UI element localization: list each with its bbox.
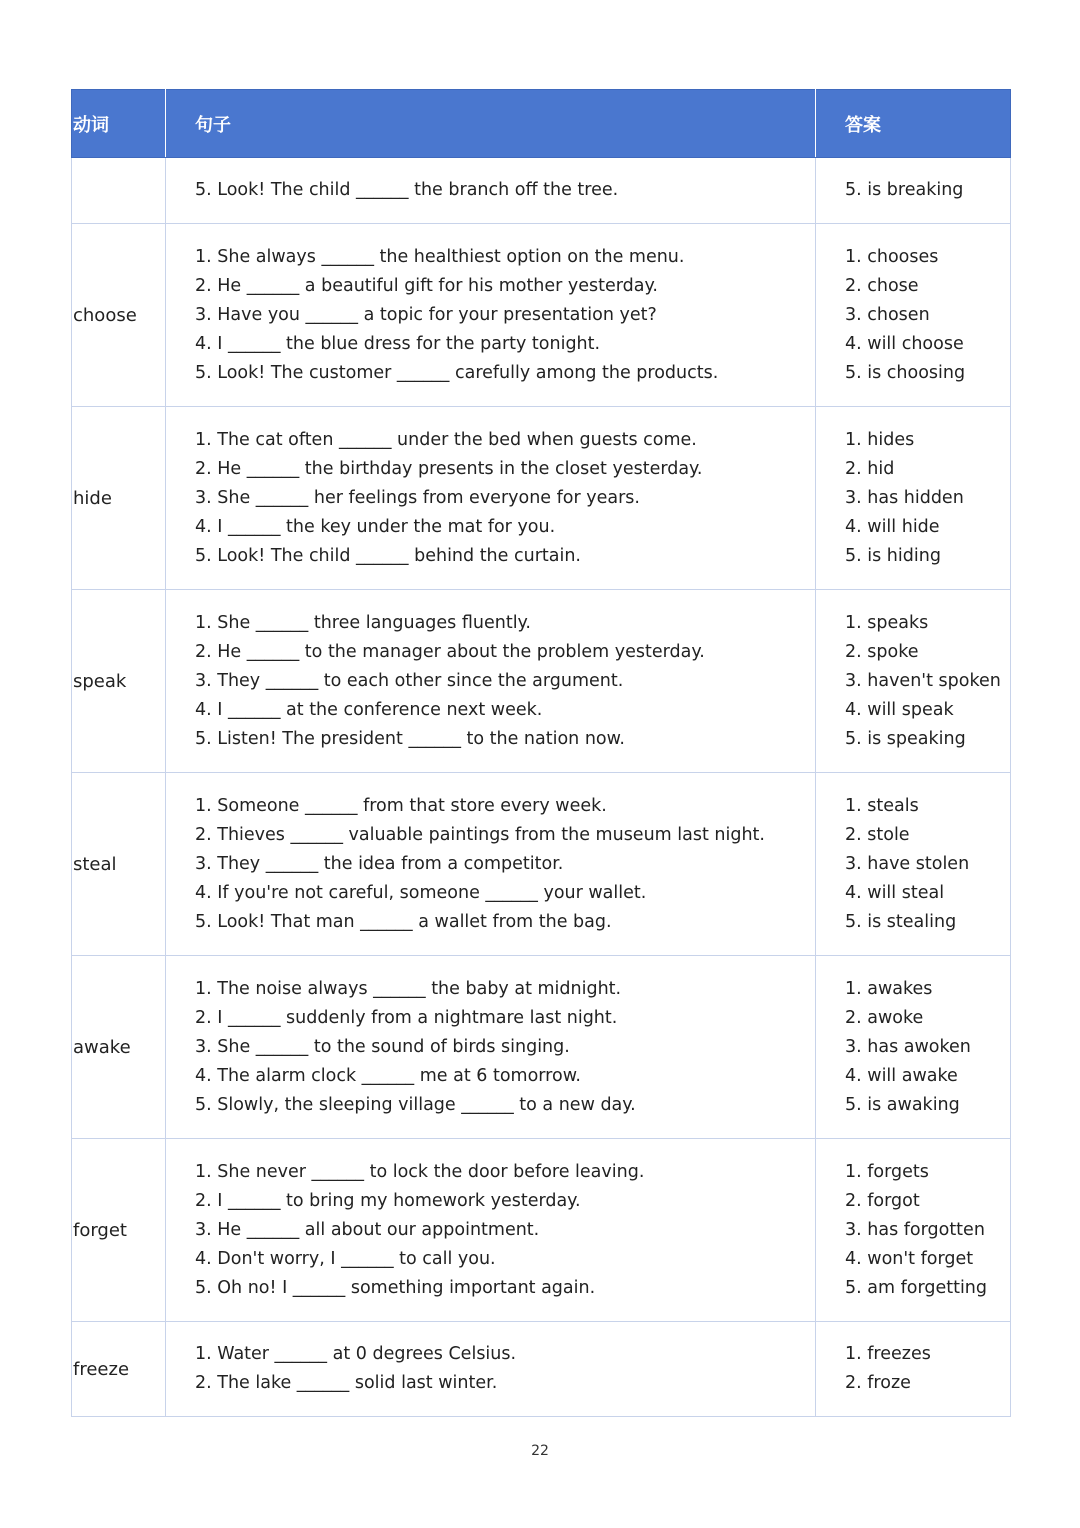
- table-row: [72, 1139, 1011, 1322]
- answer-line: 2. awoke: [845, 1007, 924, 1028]
- answer-line: 3. haven't spoken: [845, 670, 1001, 691]
- answer-line: 1. speaks: [845, 612, 929, 633]
- answer-line: 4. won't forget: [845, 1248, 974, 1269]
- sentence-cell: [166, 407, 816, 590]
- answer-line: 5. is speaking: [845, 728, 966, 749]
- answer-cell: [816, 158, 1011, 224]
- sentence-line: 4. I ______ the blue dress for the party tonight.: [195, 333, 601, 354]
- sentence-line: 3. They ______ the idea from a competitor.: [195, 853, 564, 874]
- answer-line: 3. has hidden: [845, 487, 964, 508]
- answer-cell: [816, 407, 1011, 590]
- sentence-line: 5. Look! That man ______ a wallet from the bag.: [195, 911, 612, 932]
- answer-line: 5. is breaking: [845, 180, 964, 200]
- table-row: [72, 1322, 1011, 1417]
- sentence-line: 4. If you're not careful, someone ______ your wallet.: [195, 882, 647, 903]
- sentence-line: 1. She ______ three languages fluently.: [195, 612, 531, 633]
- sentence-line: 5. Look! The child ______ the branch off the tree.: [195, 180, 619, 200]
- sentence-line: 1. She never ______ to lock the door before leaving.: [195, 1161, 645, 1182]
- sentence-line: 5. Look! The child ______ behind the curtain.: [195, 545, 581, 566]
- sentence-line: 3. She ______ her feelings from everyone for years.: [195, 487, 640, 508]
- verb-cell: choose: [72, 224, 166, 407]
- sentence-cell: [166, 590, 816, 773]
- sentence-line: 2. He ______ to the manager about the problem yesterday.: [195, 641, 705, 662]
- sentence-line: 5. Listen! The president ______ to the nation now.: [195, 728, 625, 749]
- sentence-line: 4. I ______ the key under the mat for you.: [195, 516, 556, 537]
- answer-line: 2. chose: [845, 275, 919, 296]
- answer-line: 2. stole: [845, 824, 910, 845]
- answer-line: 3. chosen: [845, 304, 930, 325]
- answer-line: 4. will speak: [845, 699, 954, 720]
- answer-line: 1. chooses: [845, 246, 939, 267]
- sentence-line: 3. He ______ all about our appointment.: [195, 1219, 540, 1240]
- answer-line: 2. hid: [845, 458, 895, 479]
- answer-line: 1. awakes: [845, 978, 933, 999]
- sentence-line: 3. She ______ to the sound of birds singing.: [195, 1036, 570, 1057]
- answer-line: 1. forgets: [845, 1161, 929, 1182]
- sentence-line: 4. The alarm clock ______ me at 6 tomorrow.: [195, 1065, 581, 1086]
- table-row: [72, 407, 1011, 590]
- sentence-line: 2. He ______ the birthday presents in the closet yesterday.: [195, 458, 703, 479]
- sentence-cell: [166, 956, 816, 1139]
- answer-cell: [816, 1139, 1011, 1322]
- verb-cell: awake: [72, 956, 166, 1139]
- verb-cell: forget: [72, 1139, 166, 1322]
- table-row: [72, 590, 1011, 773]
- header-sentence: 句子: [166, 90, 816, 158]
- answer-line: 4. will hide: [845, 516, 940, 537]
- answer-line: 2. forgot: [845, 1190, 920, 1211]
- answer-line: 1. freezes: [845, 1344, 931, 1364]
- sentence-line: 5. Oh no! I ______ something important again.: [195, 1277, 596, 1298]
- answer-line: 5. is hiding: [845, 545, 941, 566]
- sentence-line: 4. I ______ at the conference next week.: [195, 699, 543, 720]
- sentence-line: 5. Slowly, the sleeping village ______ to a new day.: [195, 1094, 636, 1115]
- table-row: [72, 158, 1011, 224]
- answer-cell: [816, 1322, 1011, 1417]
- answer-line: 5. am forgetting: [845, 1277, 988, 1298]
- table-header-row: [72, 90, 1011, 158]
- sentence-line: 1. The cat often ______ under the bed when guests come.: [195, 429, 697, 450]
- sentence-cell: [166, 1322, 816, 1417]
- sentence-line: 1. She always ______ the healthiest option on the menu.: [195, 246, 685, 267]
- sentence-line: 3. They ______ to each other since the argument.: [195, 670, 624, 691]
- answer-line: 3. have stolen: [845, 853, 970, 874]
- answer-line: 4. will steal: [845, 882, 945, 903]
- answer-line: 3. has forgotten: [845, 1219, 985, 1240]
- answer-line: 2. spoke: [845, 641, 919, 662]
- answer-line: 3. has awoken: [845, 1036, 971, 1057]
- table-body: [72, 158, 1011, 1417]
- sentence-line: 4. Don't worry, I ______ to call you.: [195, 1248, 496, 1269]
- sentence-line: 2. I ______ to bring my homework yesterday.: [195, 1190, 581, 1211]
- table-row: [72, 224, 1011, 407]
- sentence-cell: [166, 224, 816, 407]
- sentence-line: 2. He ______ a beautiful gift for his mother yesterday.: [195, 275, 658, 296]
- verb-exercise-table: [71, 89, 1011, 1417]
- verb-cell: freeze: [72, 1322, 166, 1417]
- verb-cell: [72, 158, 166, 224]
- answer-cell: [816, 590, 1011, 773]
- answer-line: 4. will choose: [845, 333, 964, 354]
- sentence-line: 1. The noise always ______ the baby at midnight.: [195, 978, 622, 999]
- answer-line: 2. froze: [845, 1373, 911, 1393]
- sentence-line: 2. The lake ______ solid last winter.: [195, 1373, 498, 1393]
- answer-cell: [816, 956, 1011, 1139]
- sentence-line: 2. Thieves ______ valuable paintings from the museum last night.: [195, 824, 765, 845]
- sentence-cell: [166, 158, 816, 224]
- sentence-cell: [166, 773, 816, 956]
- sentence-line: 3. Have you ______ a topic for your presentation yet?: [195, 304, 657, 325]
- answer-line: 5. is awaking: [845, 1094, 960, 1115]
- answer-cell: [816, 773, 1011, 956]
- header-verb: 动词: [72, 90, 166, 158]
- sentence-cell: [166, 1139, 816, 1322]
- verb-cell: speak: [72, 590, 166, 773]
- table-row: [72, 773, 1011, 956]
- verb-cell: steal: [72, 773, 166, 956]
- answer-line: 5. is choosing: [845, 362, 966, 383]
- answer-line: 1. steals: [845, 795, 919, 816]
- answer-cell: [816, 224, 1011, 407]
- sentence-line: 5. Look! The customer ______ carefully among the products.: [195, 362, 719, 383]
- verb-cell: hide: [72, 407, 166, 590]
- answer-line: 5. is stealing: [845, 911, 957, 932]
- table-row: [72, 956, 1011, 1139]
- answer-line: 1. hides: [845, 429, 915, 450]
- sentence-line: 1. Water ______ at 0 degrees Celsius.: [195, 1344, 517, 1364]
- answer-line: 4. will awake: [845, 1065, 958, 1086]
- sentence-line: 2. I ______ suddenly from a nightmare last night.: [195, 1007, 618, 1028]
- header-answer: 答案: [816, 90, 1011, 158]
- page-number: 22: [531, 1443, 549, 1459]
- sentence-line: 1. Someone ______ from that store every week.: [195, 795, 607, 816]
